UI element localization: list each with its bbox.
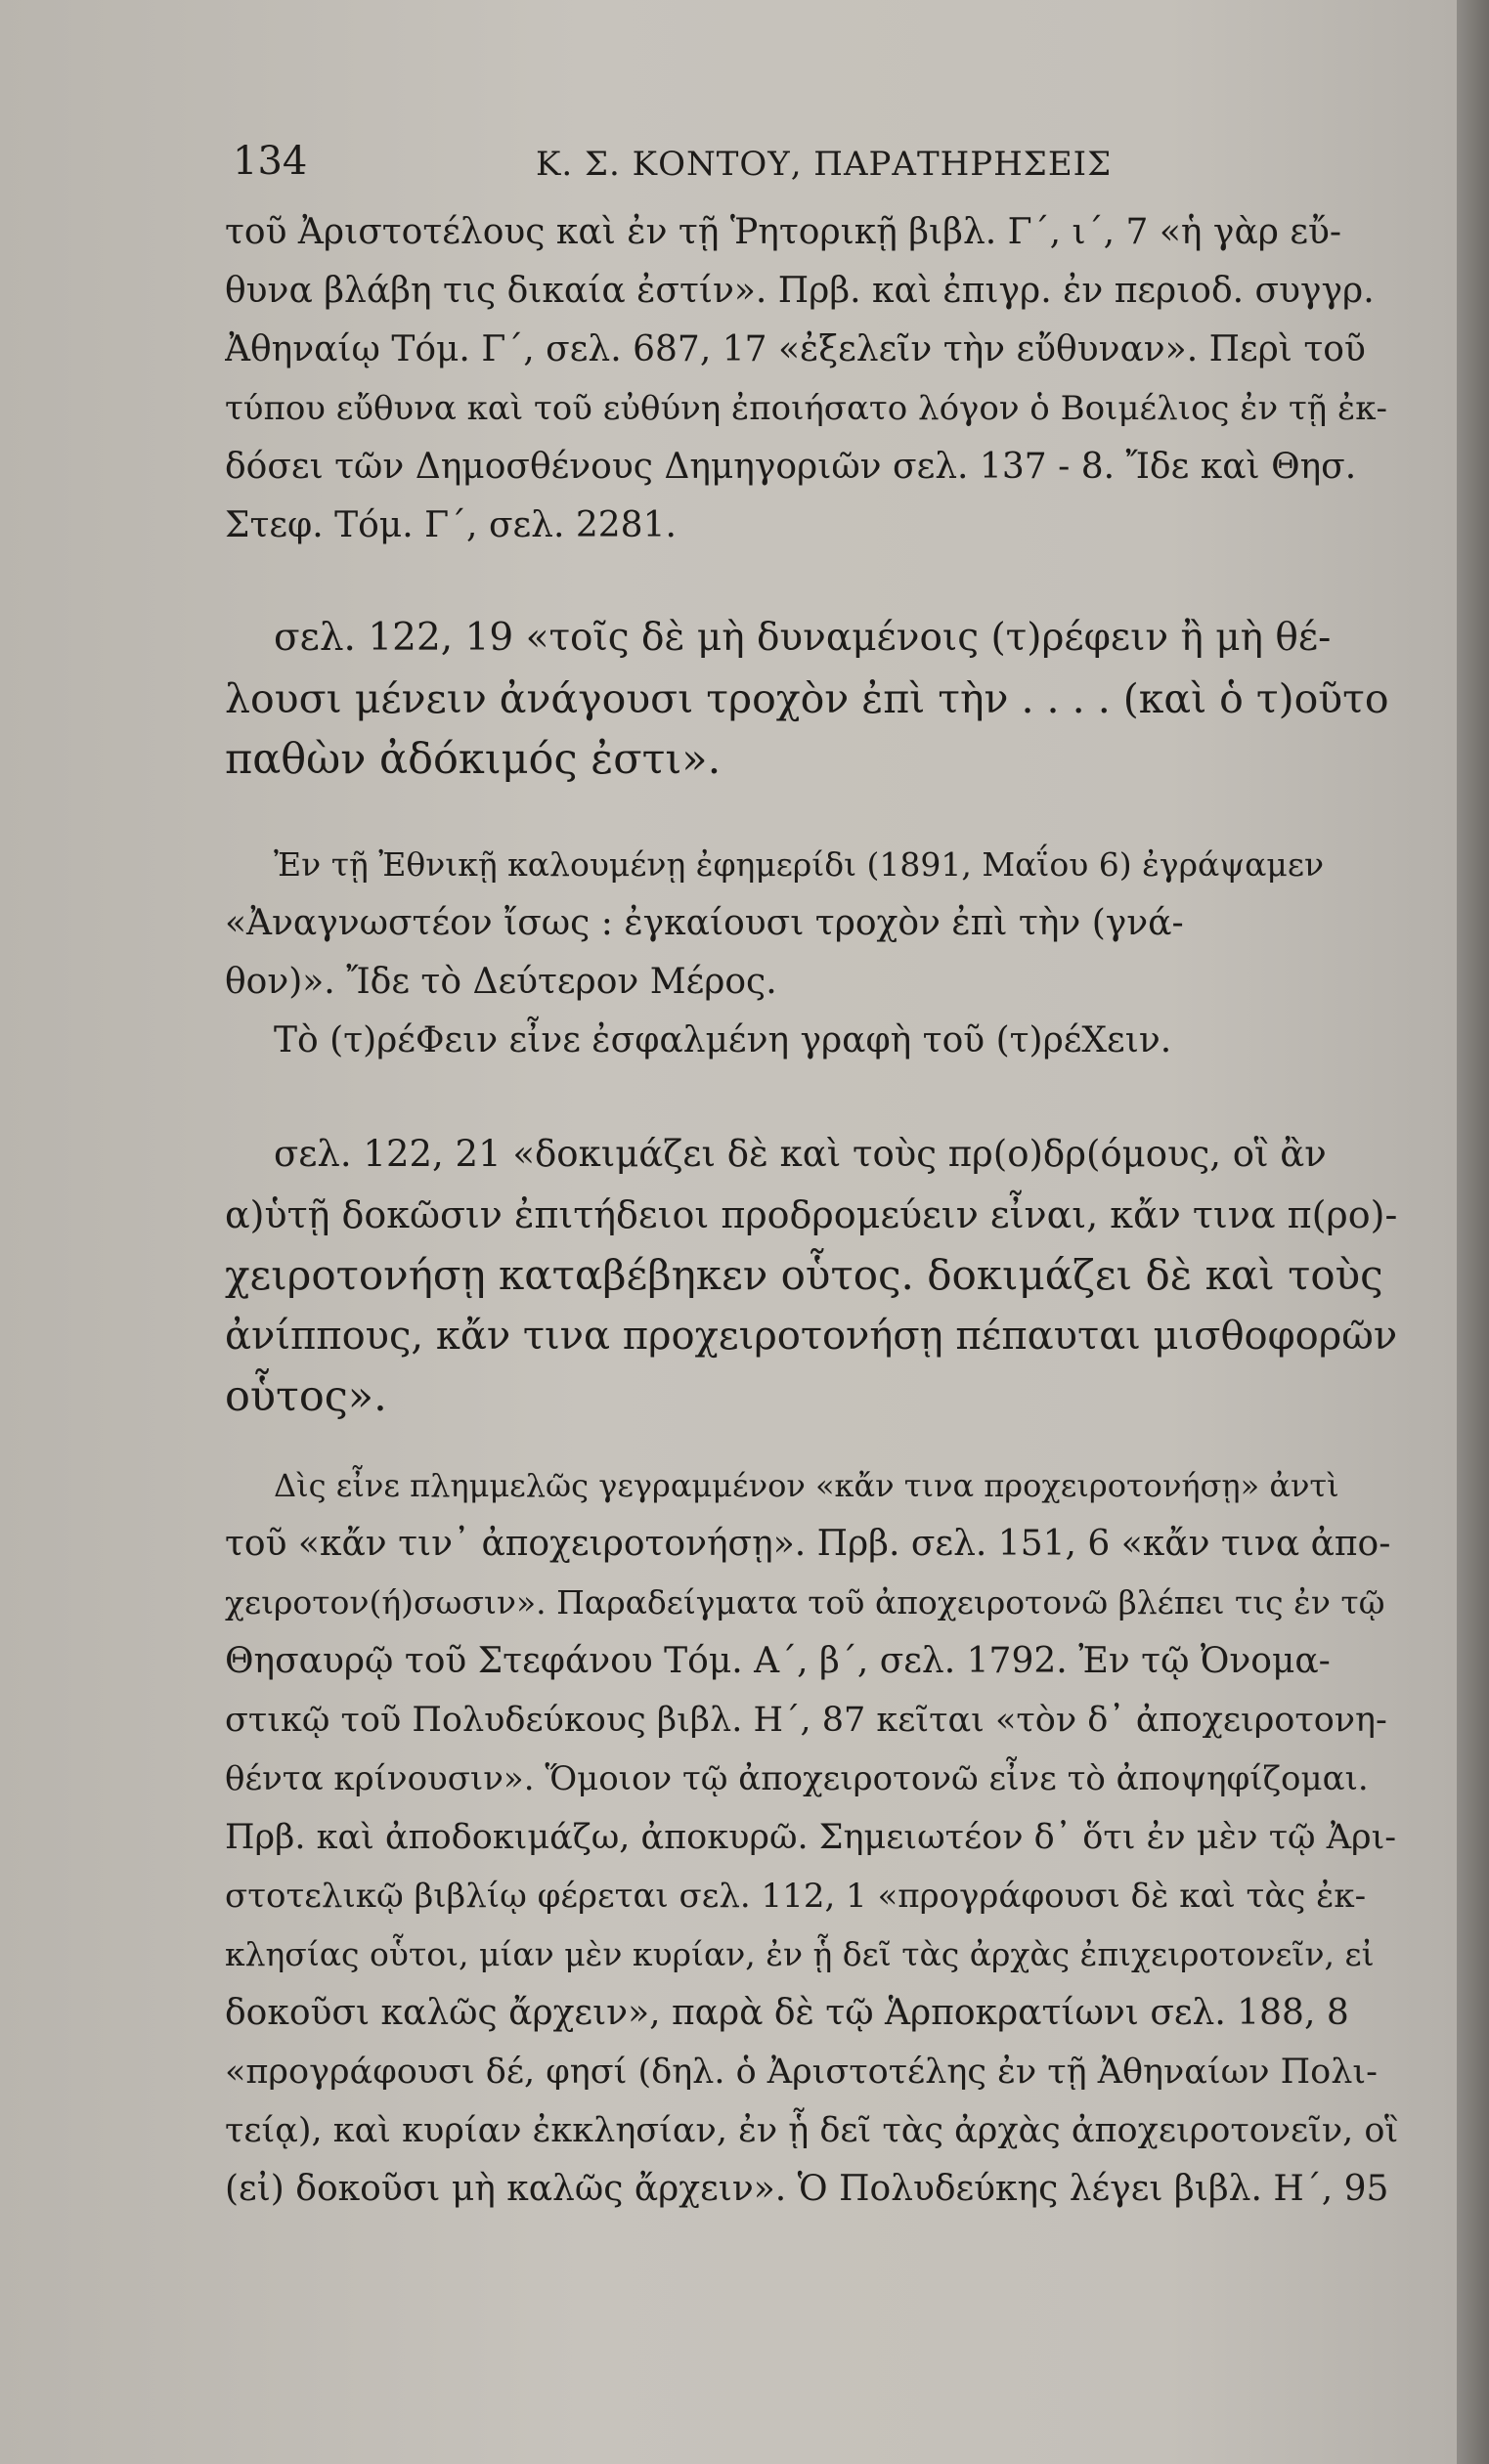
text-line: τοῦ Ἀριστοτέλους καὶ ἐν τῇ Ῥητορικῇ βιβλ. Γ΄, ι΄, 7 «ἡ γὰρ εὔ-	[225, 212, 1342, 252]
text-line: θον)». Ἴδε τὸ Δεύτερον Μέρος.	[225, 962, 777, 1002]
text-line: δόσει τῶν Δημοσθένους Δημηγοριῶν σελ. 137 - 8. Ἴδε καὶ Θησ.	[225, 447, 1357, 487]
text-line: Δὶς εἶνε πλημμελῶς γεγραμμένον «κἄν τινα προχειροτονήσῃ» ἀντὶ	[274, 1467, 1339, 1504]
paragraph-2	[225, 608, 1398, 790]
text-line: θυνα βλάβη τις δικαία ἐστίν». Πρβ. καὶ ἐπιγρ. ἐν περιοδ. συγγρ.	[225, 271, 1375, 311]
text-line: «προγράφουσι δέ, φησί (δηλ. ὁ Ἀριστοτέλης ἐν τῇ Ἀθηναίων Πολι-	[225, 2053, 1378, 2092]
text-line: «Ἀναγνωστέον ἴσως : ἐγκαίουσι τροχὸν ἐπὶ τὴν (γνά-	[225, 903, 1184, 943]
text-line: Ἀθηναίῳ Τόμ. Γ΄, σελ. 687, 17 «ἐξελεῖν τὴν εὔθυναν». Περὶ τοῦ	[225, 329, 1366, 369]
text-line: τείᾳ), καὶ κυρίαν ἐκκλησίαν, ἐν ᾗ δεῖ τὰς ἀρχὰς ἀποχειροτονεῖν, οἳ	[225, 2111, 1398, 2150]
text-line: οὗτος».	[225, 1372, 387, 1421]
text-line: Τὸ (τ)ρέΦειν εἶνε ἐσφαλμένη γραφὴ τοῦ (τ)ρέΧειν.	[274, 1020, 1172, 1060]
text-line: (εἰ) δοκοῦσι μὴ καλῶς ἄρχειν». Ὁ Πολυδεύκης λέγει βιβλ. Η΄, 95	[225, 2169, 1389, 2209]
text-line: στικῷ τοῦ Πολυδεύκους βιβλ. Η΄, 87 κεῖται «τὸν δ᾽ ἀποχειροτονη-	[225, 1701, 1387, 1740]
text-line: Στεφ. Τόμ. Γ΄, σελ. 2281.	[225, 505, 677, 545]
text-line: δοκοῦσι καλῶς ἄρχειν», παρὰ δὲ τῷ Ἁρποκρατίωνι σελ. 188, 8	[225, 1993, 1349, 2033]
paragraph-5	[225, 1456, 1398, 2219]
text-line: τοῦ «κἄν τιν᾽ ἀποχειροτονήσῃ». Πρβ. σελ. 151, 6 «κἄν τινα ἀπο-	[225, 1524, 1391, 1564]
paragraph-3	[225, 836, 1398, 1070]
text-line: α)ὑτῇ δοκῶσιν ἐπιτήδειοι προδρομεύειν εἶναι, κἄν τινα π(ρο)-	[225, 1193, 1398, 1236]
page-header	[233, 139, 1386, 197]
text-line: λουσι μένειν ἀνάγουσι τροχὸν ἐπὶ τὴν . . . . (καὶ ὁ τ)οῦτο	[225, 675, 1389, 722]
text-line: Ἐν τῇ Ἐθνικῇ καλουμένῃ ἐφημερίδι (1891, Μαΐου 6) ἐγράψαμεν	[274, 845, 1325, 884]
text-line: χειροτον(ή)σωσιν». Παραδείγματα τοῦ ἀποχειροτονῶ βλέπει τις ἐν τῷ	[225, 1583, 1385, 1621]
page-number: 134	[233, 139, 308, 184]
text-line: παθὼν ἀδόκιμός ἐστι».	[225, 735, 722, 784]
page-edge-shadow	[1457, 0, 1489, 2464]
text-line: χειροτονήσῃ καταβέβηκεν οὗτος. δοκιμάζει δὲ καὶ τοὺς	[225, 1251, 1383, 1299]
paragraph-4	[225, 1124, 1398, 1427]
running-head: Κ. Σ. ΚΟΝΤΟΥ, ΠΑΡΑΤΗΡΗΣΕΙΣ	[536, 145, 1113, 184]
text-line: σελ. 122, 19 «τοῖς δὲ μὴ δυναμένοις (τ)ρέφειν ἢ μὴ θέ-	[274, 616, 1332, 660]
text-line: Πρβ. καὶ ἀποδοκιμάζω, ἀποκυρῶ. Σημειωτέον δ᾽ ὅτι ἐν μὲν τῷ Ἀρι-	[225, 1818, 1397, 1857]
paragraph-1	[225, 203, 1398, 555]
text-line: κλησίας οὗτοι, μίαν μὲν κυρίαν, ἐν ᾗ δεῖ τὰς ἀρχὰς ἐπιχειροτονεῖν, εἰ	[225, 1935, 1375, 1973]
text-line: ἀνίππους, κἄν τινα προχειροτονήσῃ πέπαυται μισθοφορῶν	[225, 1314, 1398, 1359]
text-line: θέντα κρίνουσιν». Ὅμοιον τῷ ἀποχειροτονῶ εἶνε τὸ ἀποψηφίζομαι.	[225, 1759, 1369, 1798]
text-line: σελ. 122, 21 «δοκιμάζει δὲ καὶ τοὺς πρ(ο)δρ(όμους, οἳ ἂν	[274, 1133, 1327, 1175]
text-line: τύπου εὔθυνα καὶ τοῦ εὐθύνη ἐποιήσατο λόγον ὁ Βοιμέλιος ἐν τῇ ἐκ-	[225, 389, 1387, 428]
text-line: Θησαυρῷ τοῦ Στεφάνου Τόμ. Α΄, β΄, σελ. 1792. Ἐν τῷ Ὀνομα-	[225, 1641, 1331, 1681]
text-line: στοτελικῷ βιβλίῳ φέρεται σελ. 112, 1 «προγράφουσι δὲ καὶ τὰς ἐκ-	[225, 1877, 1367, 1916]
